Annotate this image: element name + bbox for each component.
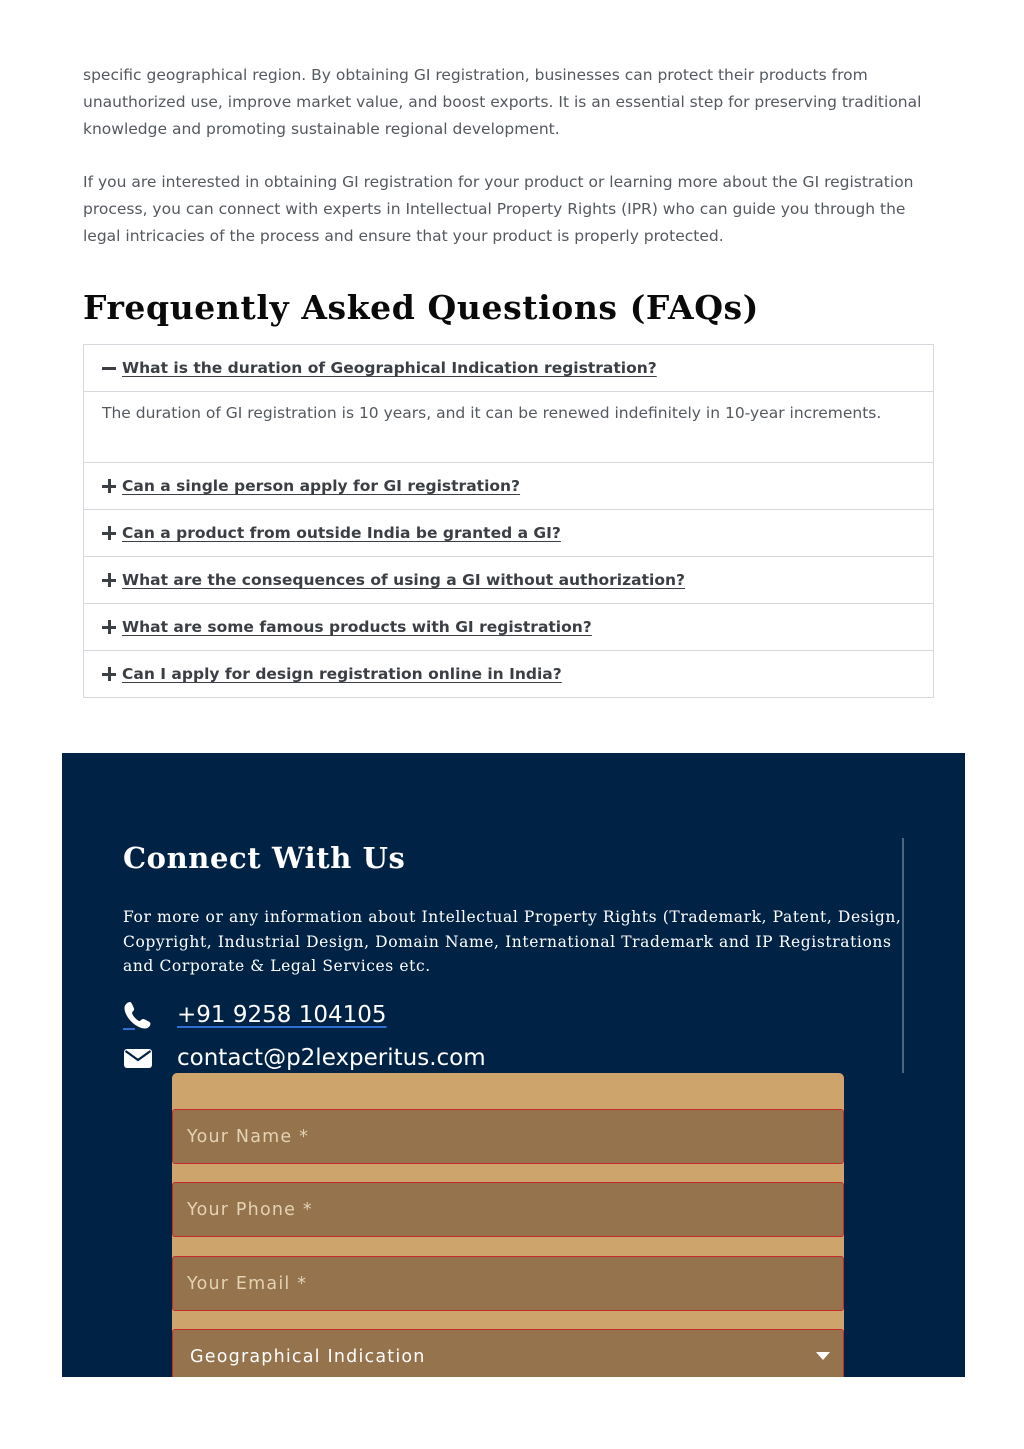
faq-question-text[interactable]: Can a product from outside India be granted a GI? xyxy=(122,524,561,542)
name-input[interactable]: Your Name * xyxy=(172,1109,844,1164)
email-link[interactable]: contact@p2lexperitus.com xyxy=(177,1045,486,1071)
faq-question-toggle[interactable] xyxy=(84,345,933,391)
faq-item xyxy=(84,462,933,509)
faq-question-text[interactable]: What are the consequences of using a GI without authorization? xyxy=(122,571,685,589)
connect-section xyxy=(62,753,965,1377)
plus-icon xyxy=(102,479,116,493)
intro-paragraph: specific geographical region. By obtaining GI registration, businesses can protect their products from unauthorized use, improve market value, and boost exports. It is an essential step for preserving traditional knowledge and promoting sustainable regional development. xyxy=(83,66,922,138)
faq-question-text[interactable]: What is the duration of Geographical Indication registration? xyxy=(122,359,657,377)
faq-question-toggle[interactable] xyxy=(84,651,933,697)
contact-form xyxy=(172,1073,844,1377)
chevron-down-icon xyxy=(816,1352,830,1360)
phone-input[interactable]: Your Phone * xyxy=(172,1182,844,1237)
faq-item xyxy=(84,556,933,603)
faq-item xyxy=(84,603,933,650)
service-select-value: Geographical Indication xyxy=(190,1346,426,1367)
minus-icon xyxy=(102,361,116,375)
envelope-icon xyxy=(123,1043,153,1073)
plus-icon xyxy=(102,526,116,540)
phone-icon xyxy=(123,1000,153,1030)
faq-question-toggle[interactable] xyxy=(84,463,933,509)
plus-icon xyxy=(102,620,116,634)
phone-contact xyxy=(123,1000,387,1030)
faq-question-text[interactable]: Can a single person apply for GI registration? xyxy=(122,477,521,495)
intro-paragraph: If you are interested in obtaining GI registration for your product or learning more about the GI registration process, you can connect with experts in Intellectual Property Rights (IPR) who can guide you through the legal intricacies of the process and ensure that your product is properly protected. xyxy=(83,173,914,245)
faq-question-toggle[interactable] xyxy=(84,557,933,603)
faq-item xyxy=(84,345,933,462)
faq-question-text[interactable]: What are some famous products with GI registration? xyxy=(122,618,592,636)
email-input[interactable]: Your Email * xyxy=(172,1256,844,1311)
intro-text xyxy=(83,62,943,276)
faq-question-text[interactable]: Can I apply for design registration online in India? xyxy=(122,665,562,683)
faq-item xyxy=(84,509,933,556)
faq-answer: The duration of GI registration is 10 years, and it can be renewed indefinitely in 10-year increments. xyxy=(84,391,933,462)
phone-link[interactable]: +91 9258 104105 xyxy=(177,1002,387,1028)
plus-icon xyxy=(102,573,116,587)
connect-heading: Connect With Us xyxy=(123,841,406,875)
faq-item xyxy=(84,650,933,697)
faq-accordion xyxy=(83,344,934,698)
connect-description: For more or any information about Intellectual Property Rights (Trademark, Patent, Design, Copyright, Industrial Design, Domain Name, International Trademark and IP Registrations and Corporate & Legal Services etc. xyxy=(123,908,902,975)
service-select[interactable] xyxy=(172,1329,844,1377)
email-contact xyxy=(123,1043,486,1073)
faq-heading: Frequently Asked Questions (FAQs) xyxy=(83,288,759,327)
faq-question-toggle[interactable] xyxy=(84,510,933,556)
plus-icon xyxy=(102,667,116,681)
faq-question-toggle[interactable] xyxy=(84,604,933,650)
